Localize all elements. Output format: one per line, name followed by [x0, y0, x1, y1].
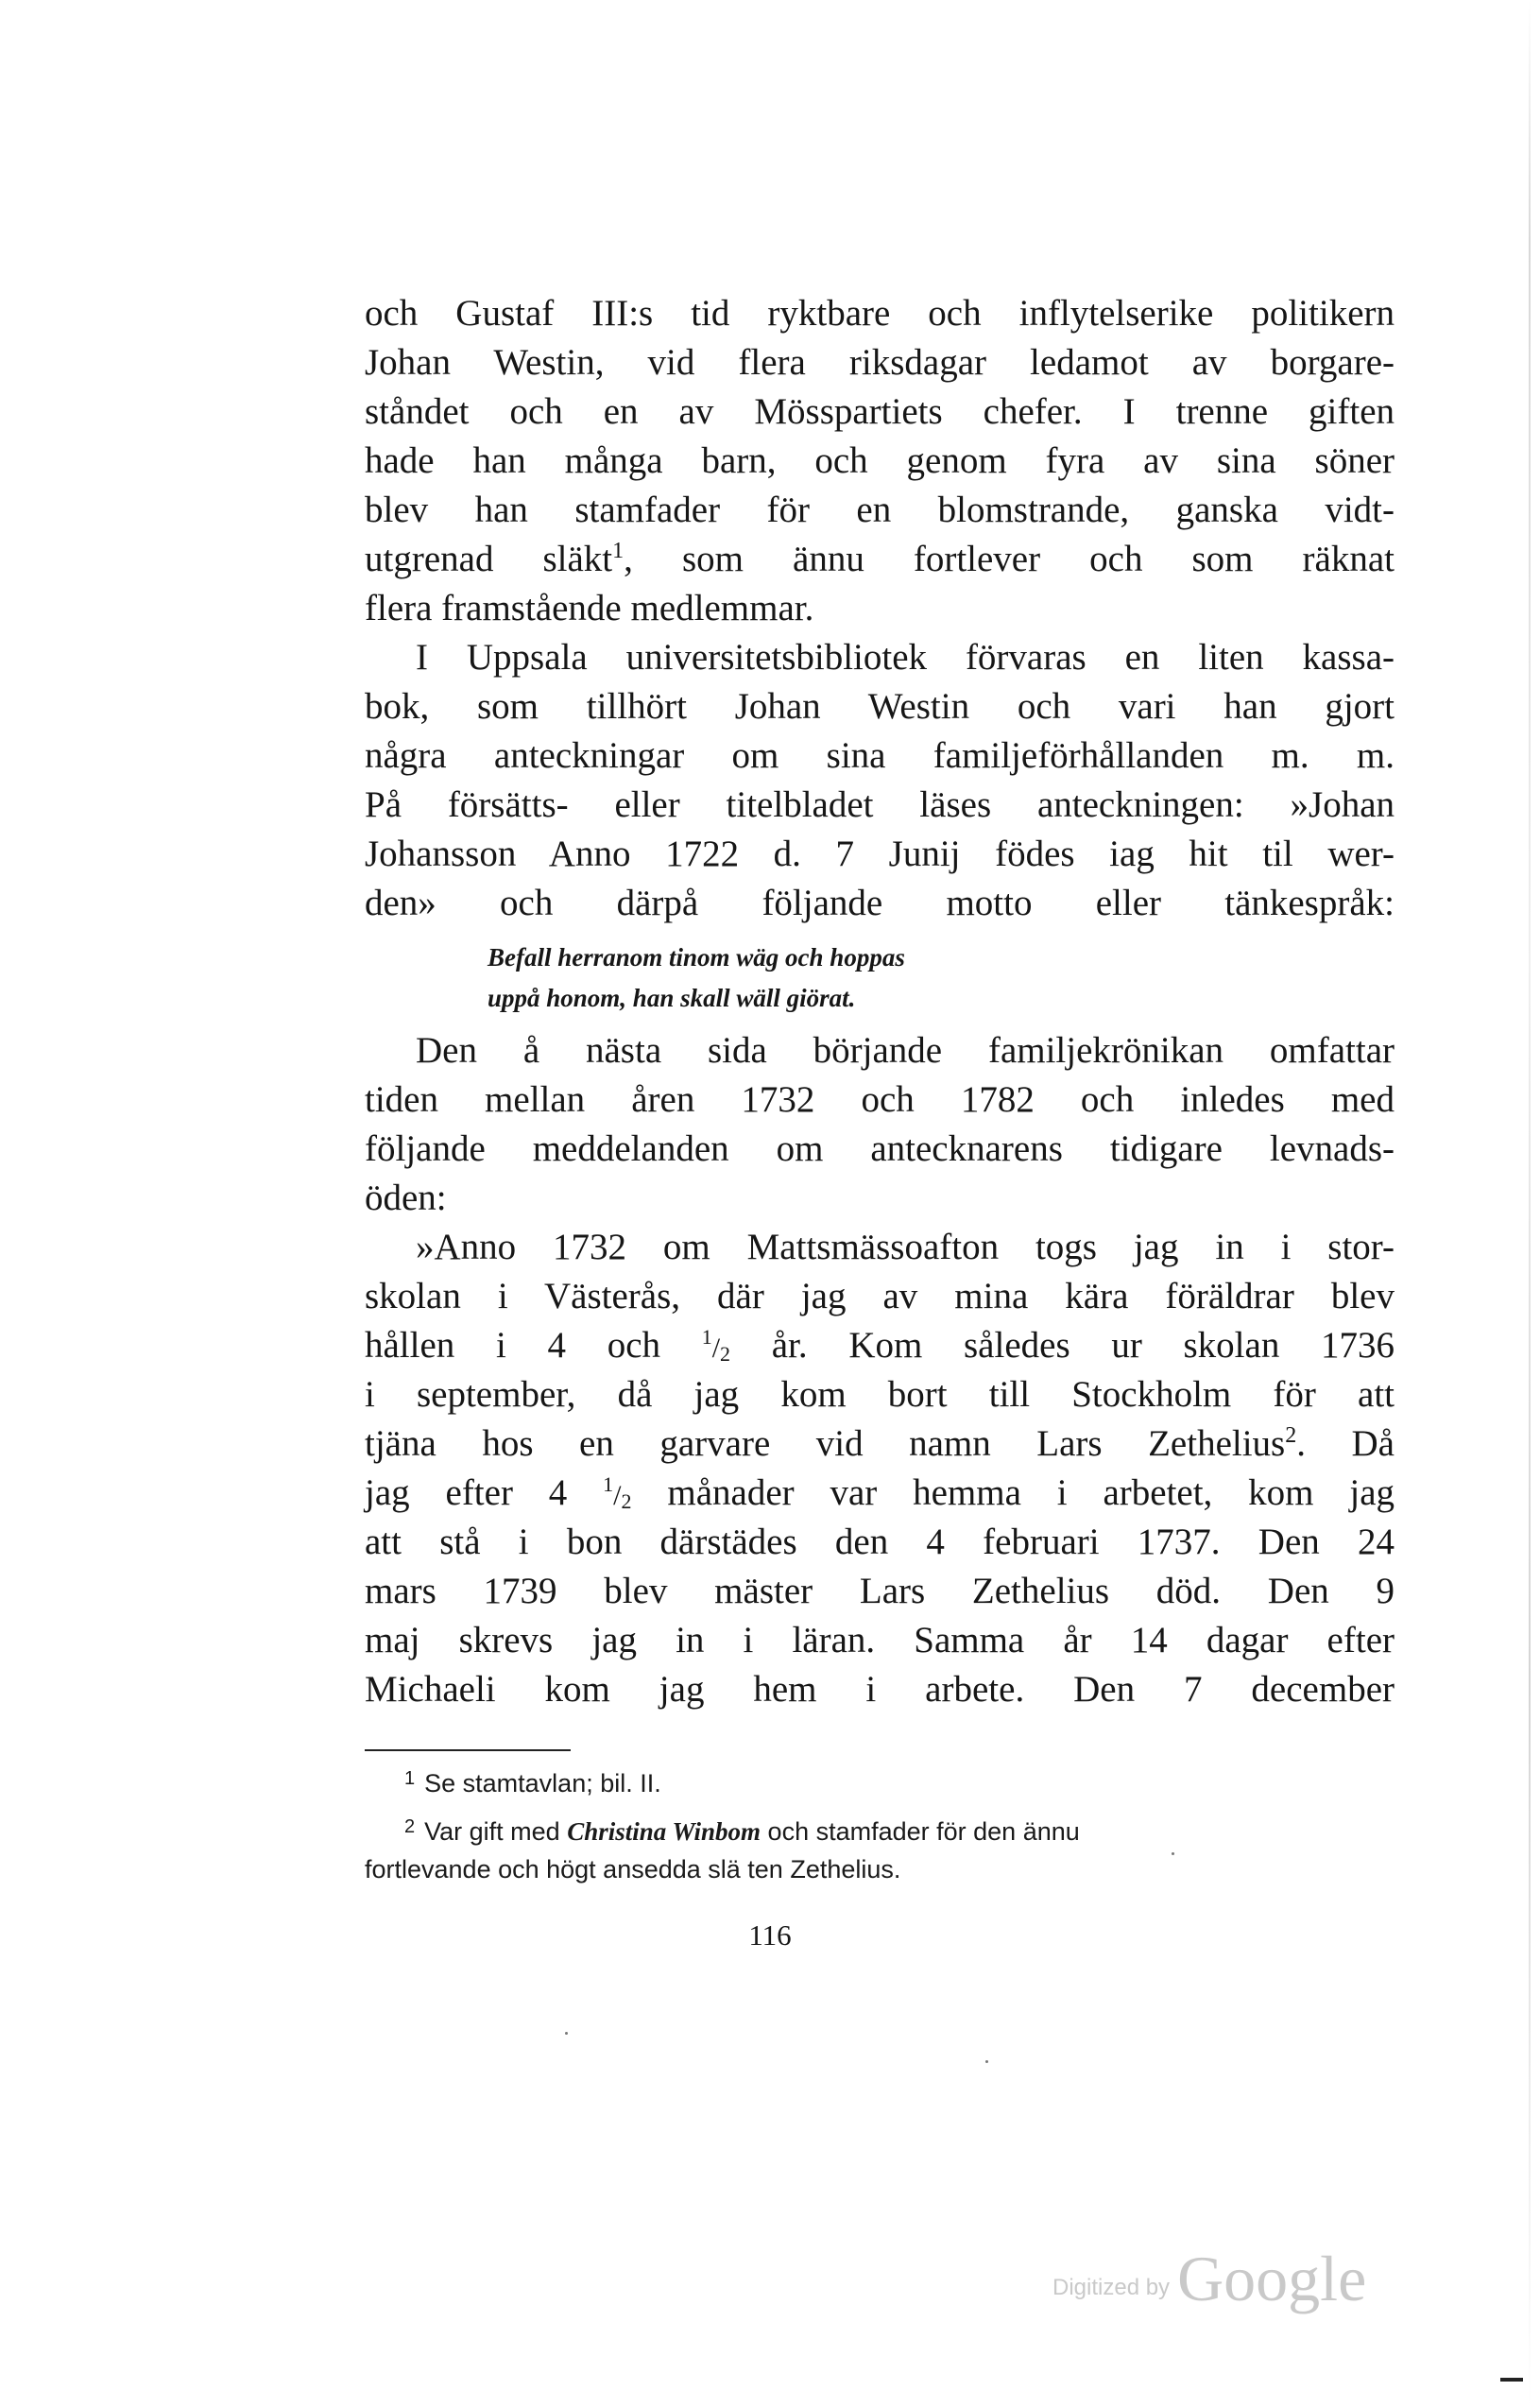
footnote-text: Se stamtavlan; bil. II.	[424, 1769, 661, 1797]
body-line: Johansson Anno 1722 d. 7 Junij födes iag hit til wer-	[365, 834, 1395, 874]
fraction-slash: /	[613, 1480, 622, 1511]
footnotes	[365, 1760, 1395, 1888]
fraction-denominator: 2	[621, 1489, 632, 1513]
body-text: tjäna hos en garvare vid namn Lars Zethelius	[365, 1423, 1286, 1464]
body-line: skolan i Västerås, där jag av mina kära föräldrar blev	[365, 1276, 1395, 1316]
body-line: »Anno 1732 om Mattsmässoafton togs jag in i stor-	[416, 1227, 1395, 1267]
body-text: . Då	[1296, 1423, 1395, 1464]
body-line: Den å nästa sida börjande familjekrönikan omfattar	[416, 1030, 1395, 1071]
fraction-numerator: 1	[701, 1325, 712, 1349]
body-line: några anteckningar om sina familjeförhållanden m. m.	[365, 735, 1395, 776]
page-edge-rule	[1529, 0, 1531, 2408]
body-line: Johan Westin, vid flera riksdagar ledamot av borgare-	[365, 342, 1395, 383]
body-line: I Uppsala universitetsbibliotek förvaras en liten kassa-	[416, 637, 1395, 678]
footnote-divider	[365, 1749, 571, 1751]
body-line: följande meddelanden om antecknarens tidigare levnads-	[365, 1128, 1395, 1169]
body-line: den» och därpå följande motto eller tänkespråk:	[365, 883, 1395, 923]
footnote-2-continuation: fortlevande och högt ansedda slä ten Zethelius.	[365, 1855, 901, 1883]
body-text: månader var hemma i arbetet, kom jag	[631, 1472, 1395, 1513]
body-line: På försätts- eller titelbladet läses anteckningen: »Johan	[365, 784, 1395, 825]
body-line: Michaeli kom jag hem i arbete. Den 7 december	[365, 1669, 1395, 1710]
scan-speck	[985, 2060, 988, 2063]
body-line: mars 1739 blev mäster Lars Zethelius död. Den 9	[365, 1571, 1395, 1611]
motto	[365, 928, 1395, 1026]
watermark-caption: Digitized by	[1052, 2275, 1171, 2300]
body-text: , som ännu fortlever och som räknat	[624, 539, 1395, 579]
body-line: att stå i bon därstädes den 4 februari 1737. Den 24	[365, 1522, 1395, 1562]
footnote-ref-2: 2	[1285, 1423, 1297, 1448]
google-logo: Google	[1177, 2243, 1367, 2314]
body-line	[365, 535, 1395, 584]
body-line	[365, 1321, 1395, 1370]
fraction-denominator: 2	[720, 1342, 731, 1366]
page-number: 116	[748, 1918, 792, 1952]
fraction-numerator: 1	[603, 1472, 614, 1496]
body-line: ståndet och en av Mösspartiets chefer. I trenne giften	[365, 391, 1395, 432]
footnote-number: 1	[404, 1768, 416, 1789]
body-line: flera framstående medlemmar.	[365, 588, 814, 628]
fraction-half	[603, 1472, 632, 1513]
body-line: hade han många barn, och genom fyra av sina söner	[365, 440, 1395, 481]
body-text: jag efter 4	[365, 1472, 604, 1513]
footnote-text: Var gift med	[424, 1817, 568, 1846]
body-line: bok, som tillhört Johan Westin och vari han gjort	[365, 686, 1395, 727]
fraction-half	[701, 1325, 731, 1366]
motto-line: uppå honom, han skall wäll giörat.	[488, 984, 856, 1012]
main-text	[365, 289, 1395, 1714]
footnote-number: 2	[404, 1816, 416, 1837]
motto-line: Befall herranom tinom wäg och hoppas	[488, 943, 905, 972]
body-line: öden:	[365, 1178, 447, 1218]
scan-speck	[1172, 1852, 1174, 1855]
body-text: hållen i 4 och	[365, 1325, 702, 1366]
body-text: utgrenad släkt	[365, 539, 613, 579]
scan-speck	[565, 2032, 568, 2035]
body-line: maj skrevs jag in i läran. Samma år 14 dagar efter	[365, 1620, 1395, 1660]
fraction-slash: /	[711, 1333, 721, 1364]
body-line: och Gustaf III:s tid ryktbare och inflytelserike politikern	[365, 293, 1395, 334]
body-line	[365, 1419, 1395, 1469]
footnote-person-name: Christina Winbom	[567, 1817, 761, 1846]
footnote-ref-1: 1	[612, 539, 625, 563]
digitized-watermark	[1052, 2242, 1366, 2316]
body-text: år. Kom således ur skolan 1736	[730, 1325, 1395, 1366]
scan-corner-mark	[1500, 2378, 1523, 2382]
footnote-1	[365, 1760, 1395, 1802]
body-line: blev han stamfader för en blomstrande, ganska vidt-	[365, 490, 1395, 530]
body-line: i september, då jag kom bort till Stockholm för att	[365, 1374, 1395, 1415]
body-line	[365, 1469, 1395, 1518]
footnote-2	[365, 1808, 1395, 1850]
footnote-text: och stamfader för den ännu	[761, 1817, 1080, 1846]
body-line: tiden mellan åren 1732 och 1782 och inledes med	[365, 1079, 1395, 1120]
